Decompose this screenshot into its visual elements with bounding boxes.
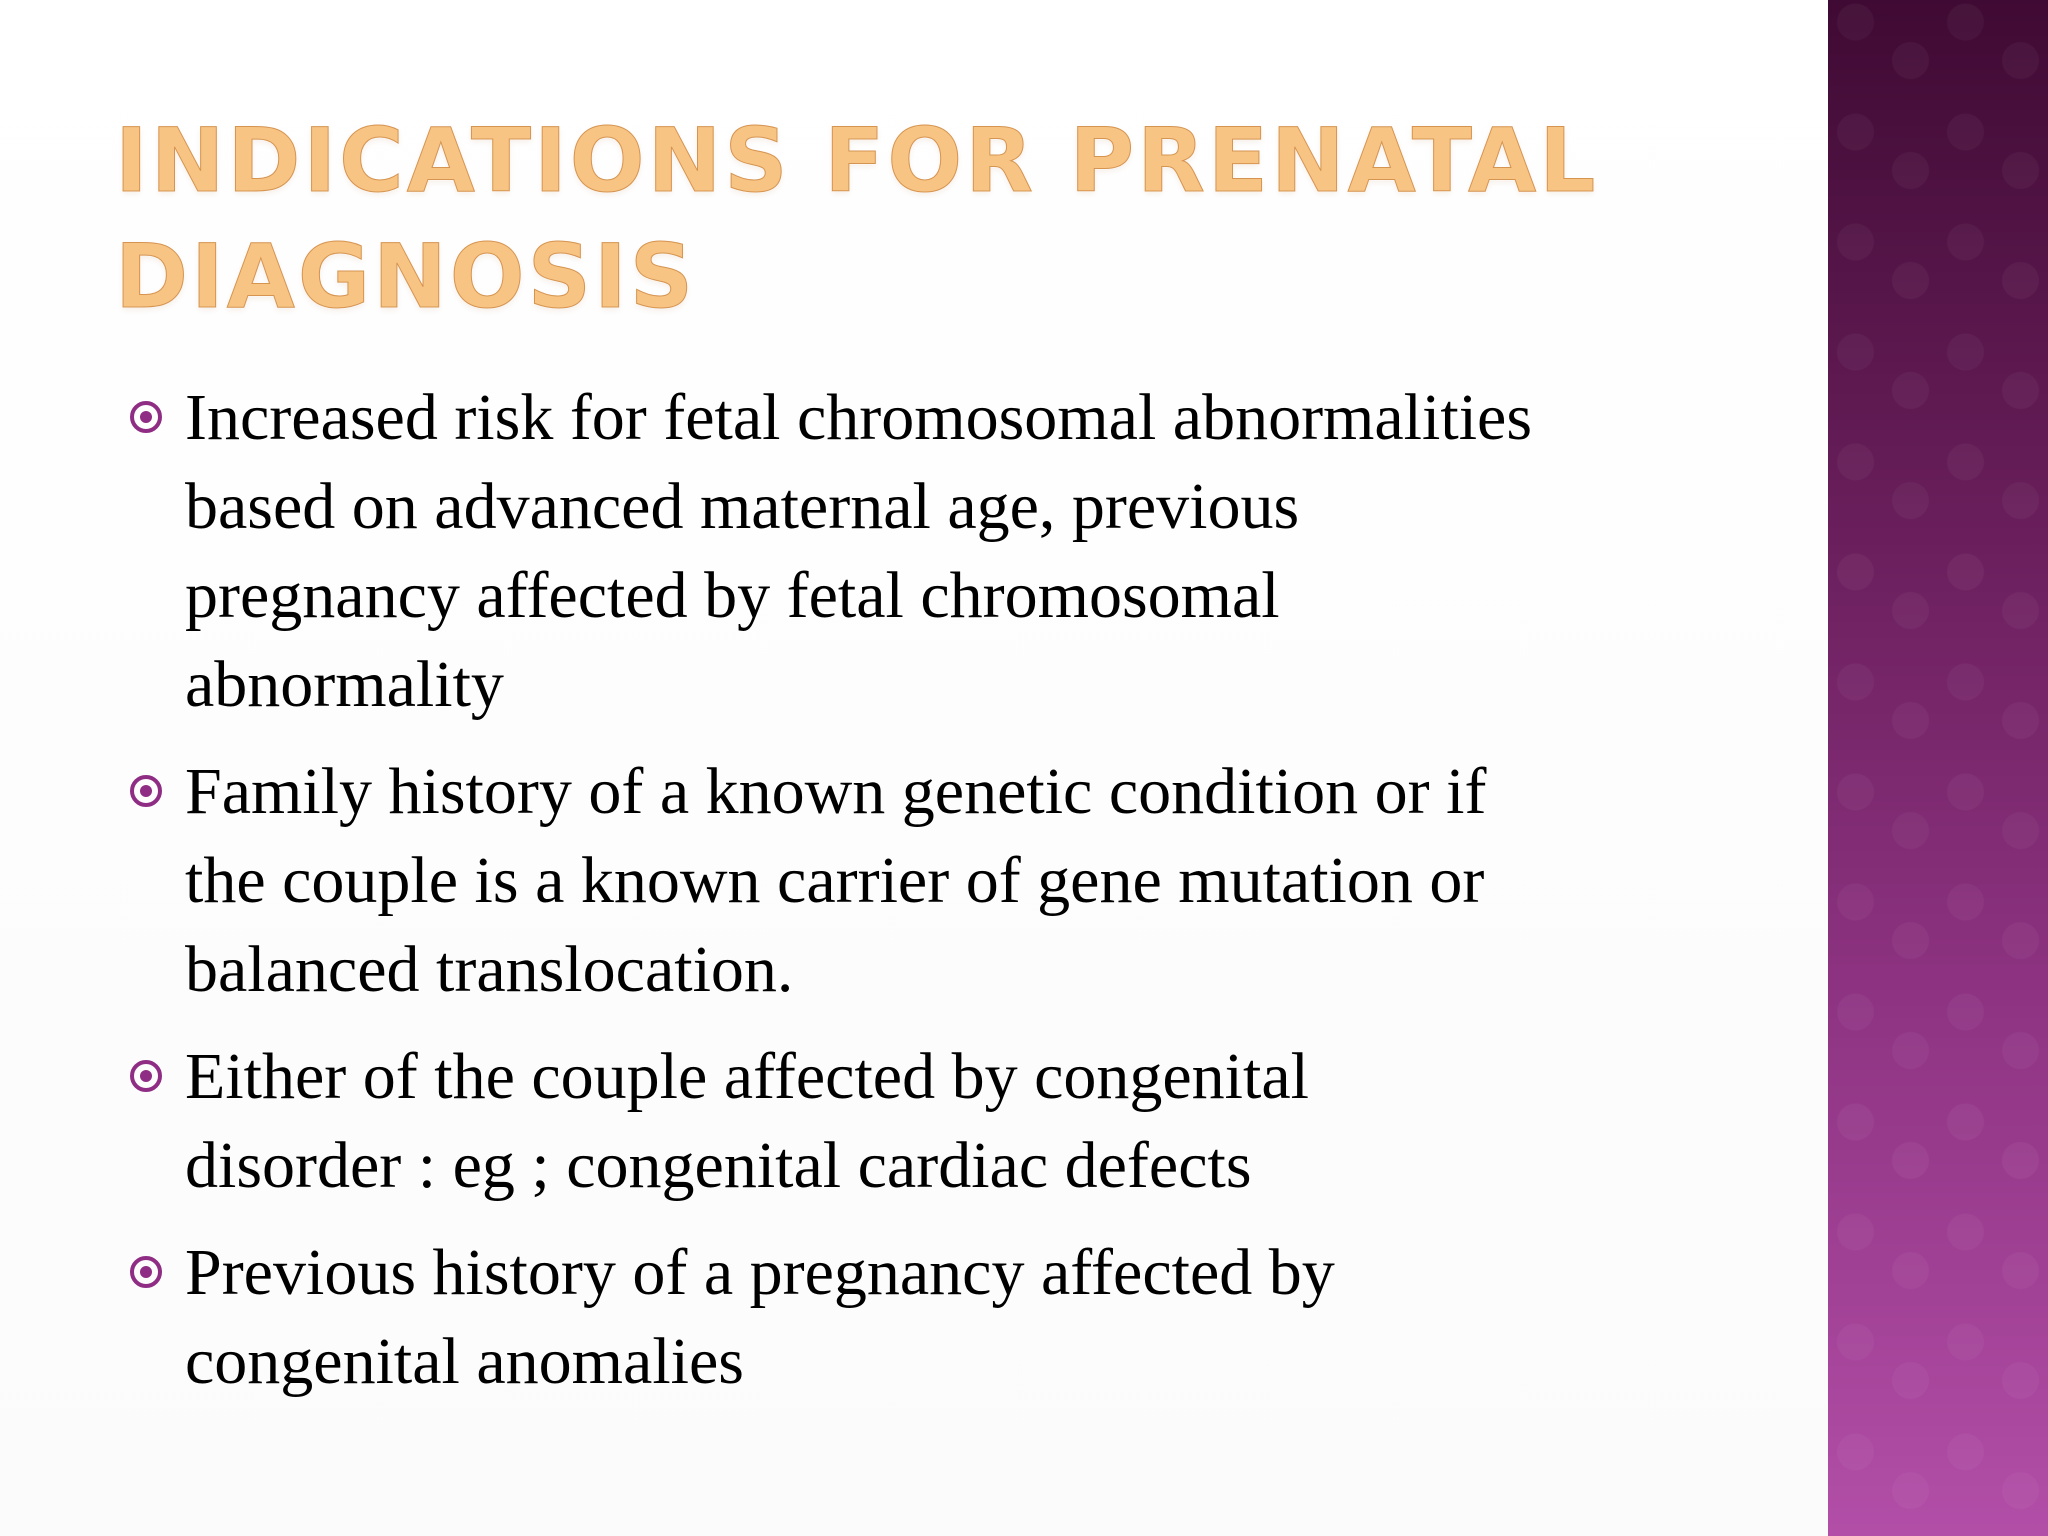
bullet-item	[122, 747, 1742, 1014]
bullet-text: Family history of a known genetic condition or if the couple is a known carrier of gene mutation or balanced translocation.	[185, 755, 1487, 1006]
slide-title: INDICATIONS FOR PRENATAL DIAGNOSIS	[115, 109, 1599, 328]
bullet-item	[122, 1228, 1742, 1406]
circled-dot-icon	[130, 401, 162, 433]
circled-dot-icon	[130, 1256, 162, 1288]
bullet-item	[122, 373, 1742, 729]
bullet-item	[122, 1032, 1742, 1210]
bullet-list	[122, 373, 1742, 1406]
bullet-text: Previous history of a pregnancy affected by congenital anomalies	[185, 1236, 1335, 1398]
circled-dot-icon	[130, 775, 162, 807]
bullet-text: Either of the couple affected by congenital disorder : eg ; congenital cardiac defects	[185, 1040, 1309, 1202]
bullet-text: Increased risk for fetal chromosomal abnormalities based on advanced maternal age, previous pregnancy affected by fetal chromosomal abnormality	[185, 381, 1533, 721]
circled-dot-icon	[130, 1060, 162, 1092]
decorative-side-band	[1828, 0, 2048, 1536]
